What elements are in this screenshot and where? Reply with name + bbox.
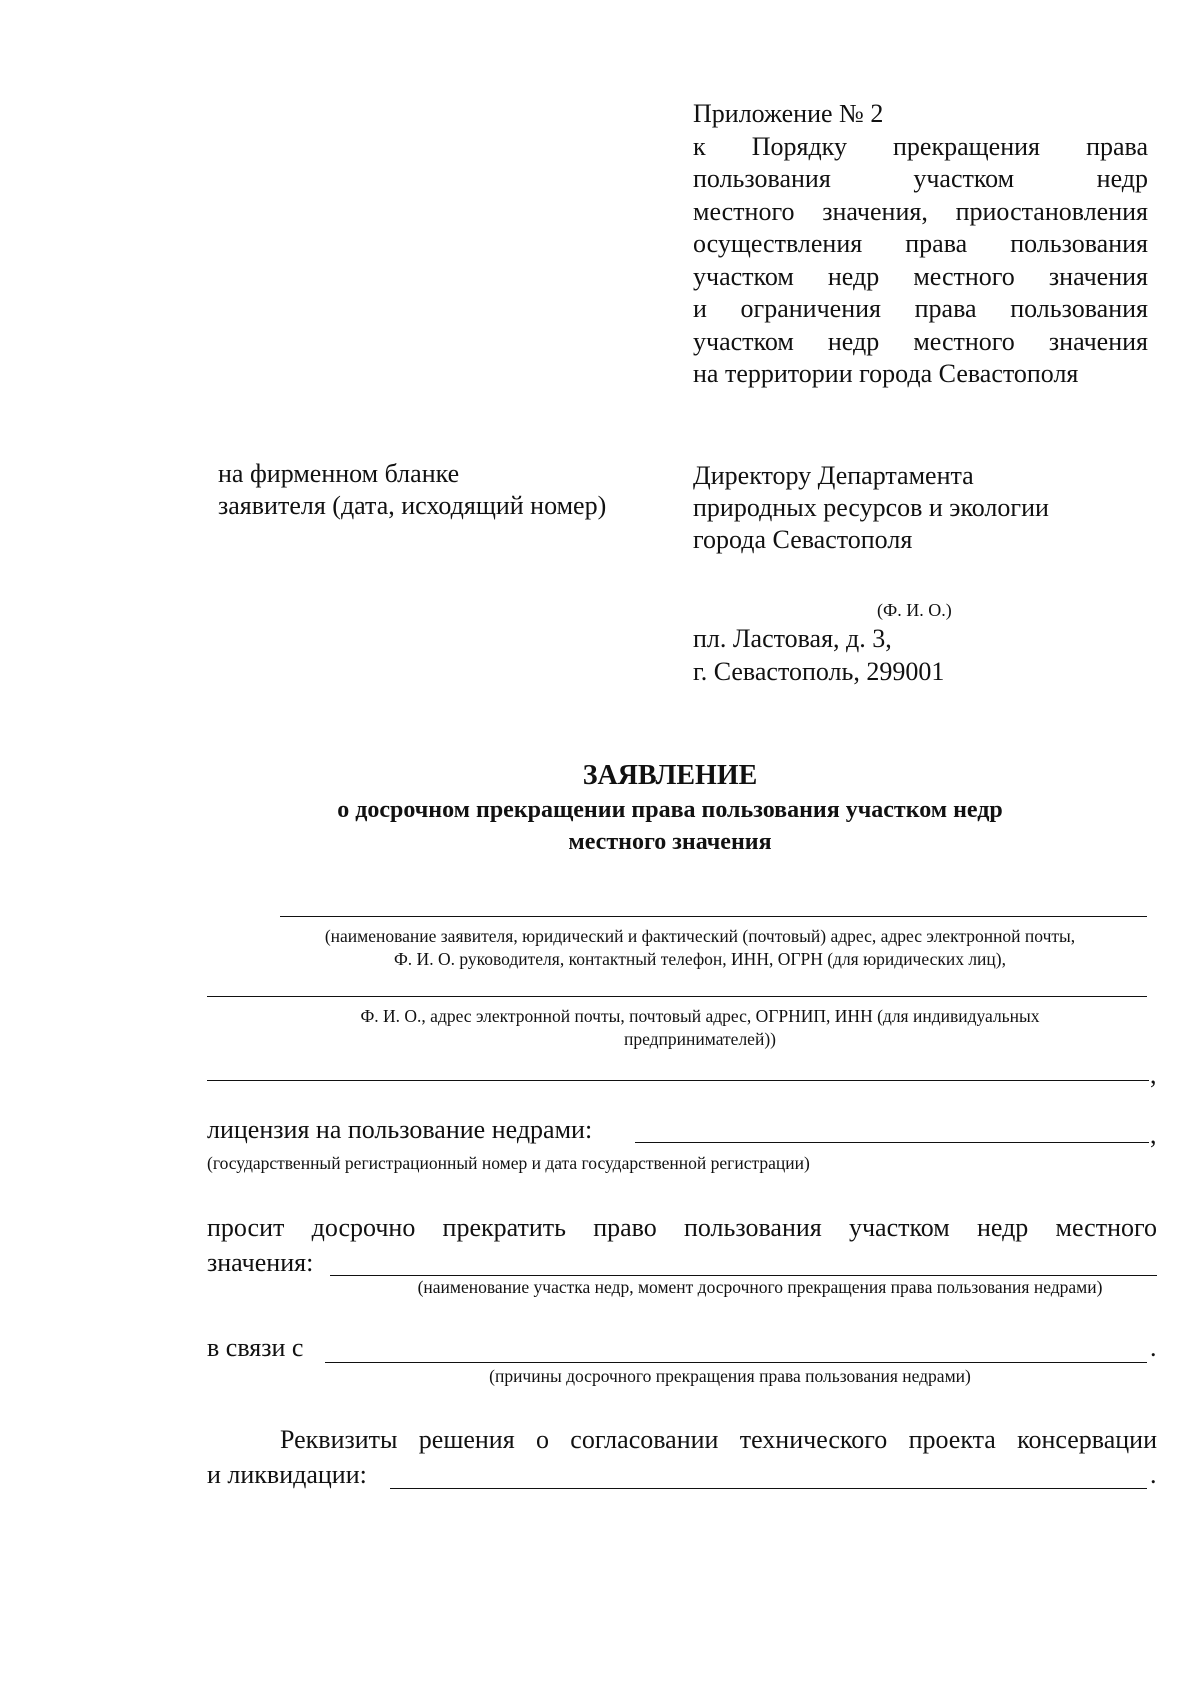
appendix-line: и ограничения права пользования [693,294,1148,323]
addressee-line: Директору Департамента [693,461,974,490]
letterhead-line: заявителя (дата, исходящий номер) [218,491,607,520]
applicant-details-line[interactable] [207,996,1147,997]
appendix-line: пользования участком недр [693,164,1148,193]
reason-label: в связи с [207,1333,304,1362]
appendix-line: осуществления права пользования [693,229,1148,258]
hint-line: (наименование заявителя, юридический и фактический (почтовый) адрес, адрес электронной почты, [324,926,1076,946]
appendix-line: к Порядку прекращения права [693,131,1148,161]
appendix-number: Приложение № 2 [693,99,884,128]
reason-hint: (причины досрочного прекращения права пользования недрами) [489,1366,971,1386]
addressee-line: города Севастополя [693,525,913,554]
applicant-hint-2 [200,1005,1200,1051]
applicant-name-line[interactable] [280,916,1147,917]
comma: , [1150,1120,1157,1149]
letterhead-note [218,458,638,522]
appendix-line: участком недр местного значения [693,261,1148,291]
request-text: просит досрочно прекратить право пользования участком недр местного [207,1213,1157,1242]
requisites-input-line[interactable] [390,1488,1147,1489]
document-subtitle [180,794,1160,858]
subsoil-plot-input-line[interactable] [330,1275,1157,1276]
license-label: лицензия на пользование недрами: [207,1115,593,1144]
license-input-line[interactable] [635,1142,1149,1143]
dot: . [1150,1460,1157,1489]
fio-hint: (Ф. И. О.) [877,600,952,620]
reason-input-line[interactable] [325,1362,1147,1363]
address-line: пл. Ластовая, д. 3, [693,624,892,653]
addressee-line: природных ресурсов и экологии [693,493,1049,522]
comma: , [1150,1060,1157,1089]
address-line: г. Севастополь, 299001 [693,657,945,686]
subtitle-line: о досрочном прекращении права пользования участком недр [337,797,1003,823]
requisites-text: Реквизиты решения о согласовании технического проекта консервации [280,1425,1157,1454]
addressee-block [693,460,1153,556]
hint-line: предпринимателей)) [624,1029,776,1049]
request-hint: (наименование участка недр, момент досрочного прекращения права пользования недрами) [417,1277,1103,1297]
appendix-header [693,98,1148,391]
subtitle-line: местного значения [568,829,772,855]
applicant-extra-line[interactable] [207,1080,1149,1081]
license-hint: (государственный регистрационный номер и дата государственной регистрации) [207,1153,810,1173]
applicant-hint-1 [200,925,1200,971]
appendix-line: участком недр местного значения [693,326,1148,356]
letterhead-line: на фирменном бланке [218,459,460,488]
document-title-block [180,758,1160,858]
dot: . [1150,1333,1157,1362]
hint-line: Ф. И. О. руководителя, контактный телефон, ИНН, ОГРН (для юридических лиц), [393,949,1006,969]
requisites-label: и ликвидации: [207,1460,367,1489]
appendix-line: местного значения, приостановления [693,196,1148,226]
hint-line: Ф. И. О., адрес электронной почты, почтовый адрес, ОГРНИП, ИНН (для индивидуальных [360,1006,1040,1026]
document-title: ЗАЯВЛЕНИЕ [582,760,758,791]
appendix-line: на территории города Севастополя [693,359,1079,388]
request-label: значения: [207,1248,314,1277]
addressee-address [693,622,944,688]
